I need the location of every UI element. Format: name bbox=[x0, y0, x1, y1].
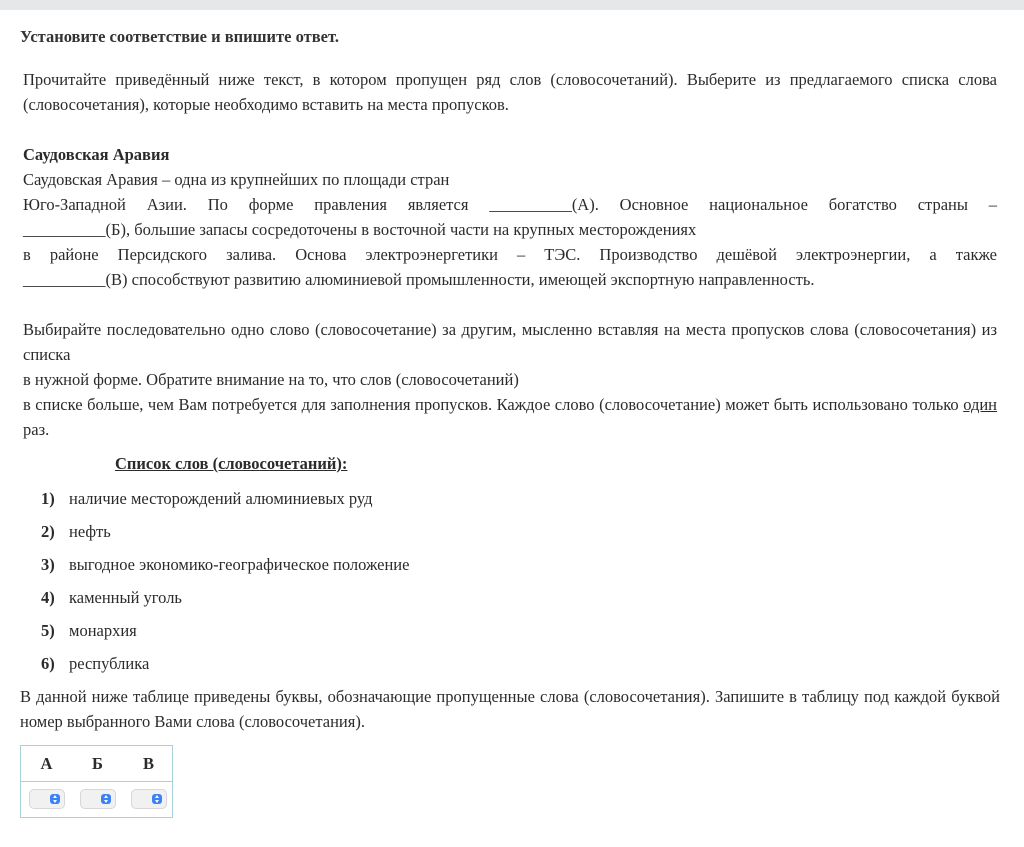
letter-c: В bbox=[142, 754, 154, 773]
list-item: 4) каменный уголь bbox=[41, 588, 182, 607]
select-arrows-icon bbox=[101, 794, 111, 804]
text-line-4: в районе Персидского залива. Основа электроэнергетики – ТЭС. Производство дешёвой электроэнергии, а также bbox=[23, 245, 997, 264]
list-item: 6) республика bbox=[41, 654, 150, 673]
table-instructions: В данной ниже таблице приведены буквы, обозначающие пропущенные слова (словосочетания). Запишите в таблицу под каждой буквой номер выбранного Вами слова (словосочетания). bbox=[20, 687, 1000, 731]
list-item: 3) выгодное экономико-географическое положение bbox=[41, 555, 410, 574]
blank-a: __________(А). Основное национальное богатство страны – bbox=[489, 195, 998, 214]
select-arrows-icon bbox=[152, 794, 162, 804]
underlined-word: один bbox=[963, 395, 998, 414]
directions-text-3: в списке больше, чем Вам потребуется для заполнения пропусков. Каждое слово (словосочетание) может быть использовано только один раз. bbox=[23, 395, 998, 439]
text-line-2 bbox=[23, 192, 997, 217]
instructions-text: Прочитайте приведённый ниже текст, в котором пропущен ряд слов (словосочетаний). Выберите из предлагаемого списка слова (словосочетания), которые необходимо вставить на места пропусков. bbox=[23, 70, 997, 114]
letter-b: Б bbox=[92, 754, 103, 773]
blank-b: __________ bbox=[23, 220, 106, 239]
answer-select-b[interactable] bbox=[79, 788, 117, 810]
answer-table bbox=[20, 745, 173, 818]
list-item: 5) монархия bbox=[41, 621, 137, 640]
letter-a: А bbox=[40, 754, 53, 773]
list-title: Список слов (словосочетаний): bbox=[115, 454, 348, 473]
text-line-1: Саудовская Аравия – одна из крупнейших по площади стран bbox=[23, 170, 450, 189]
directions-text-1: Выбирайте последовательно одно слово (словосочетание) за другим, мысленно вставляя на места пропусков слова (словосочетания) из списка bbox=[23, 320, 997, 364]
directions-text-2: в нужной форме. Обратите внимание на то, что слов (словосочетаний) bbox=[23, 370, 519, 389]
answer-table-header bbox=[21, 746, 172, 782]
text-line-2-start: Юго-Западной Азии. По форме правления является bbox=[23, 195, 469, 214]
top-bar bbox=[0, 0, 1024, 10]
text-heading: Саудовская Аравия bbox=[23, 145, 170, 164]
question-title: Установите соответствие и впишите ответ. bbox=[20, 27, 339, 46]
answer-select-a[interactable] bbox=[28, 788, 66, 810]
blank-c: __________ bbox=[23, 270, 106, 289]
select-arrows-icon bbox=[50, 794, 60, 804]
text-line-5: __________(В) способствуют развитию алюминиевой промышленности, имеющей экспортную направленность. bbox=[23, 270, 815, 289]
list-item: 1) наличие месторождений алюминиевых руд bbox=[41, 489, 373, 508]
answer-select-c[interactable] bbox=[130, 788, 168, 810]
list-item: 2) нефть bbox=[41, 522, 111, 541]
text-line-3: __________(Б), большие запасы сосредоточены в восточной части на крупных месторождениях bbox=[23, 220, 697, 239]
